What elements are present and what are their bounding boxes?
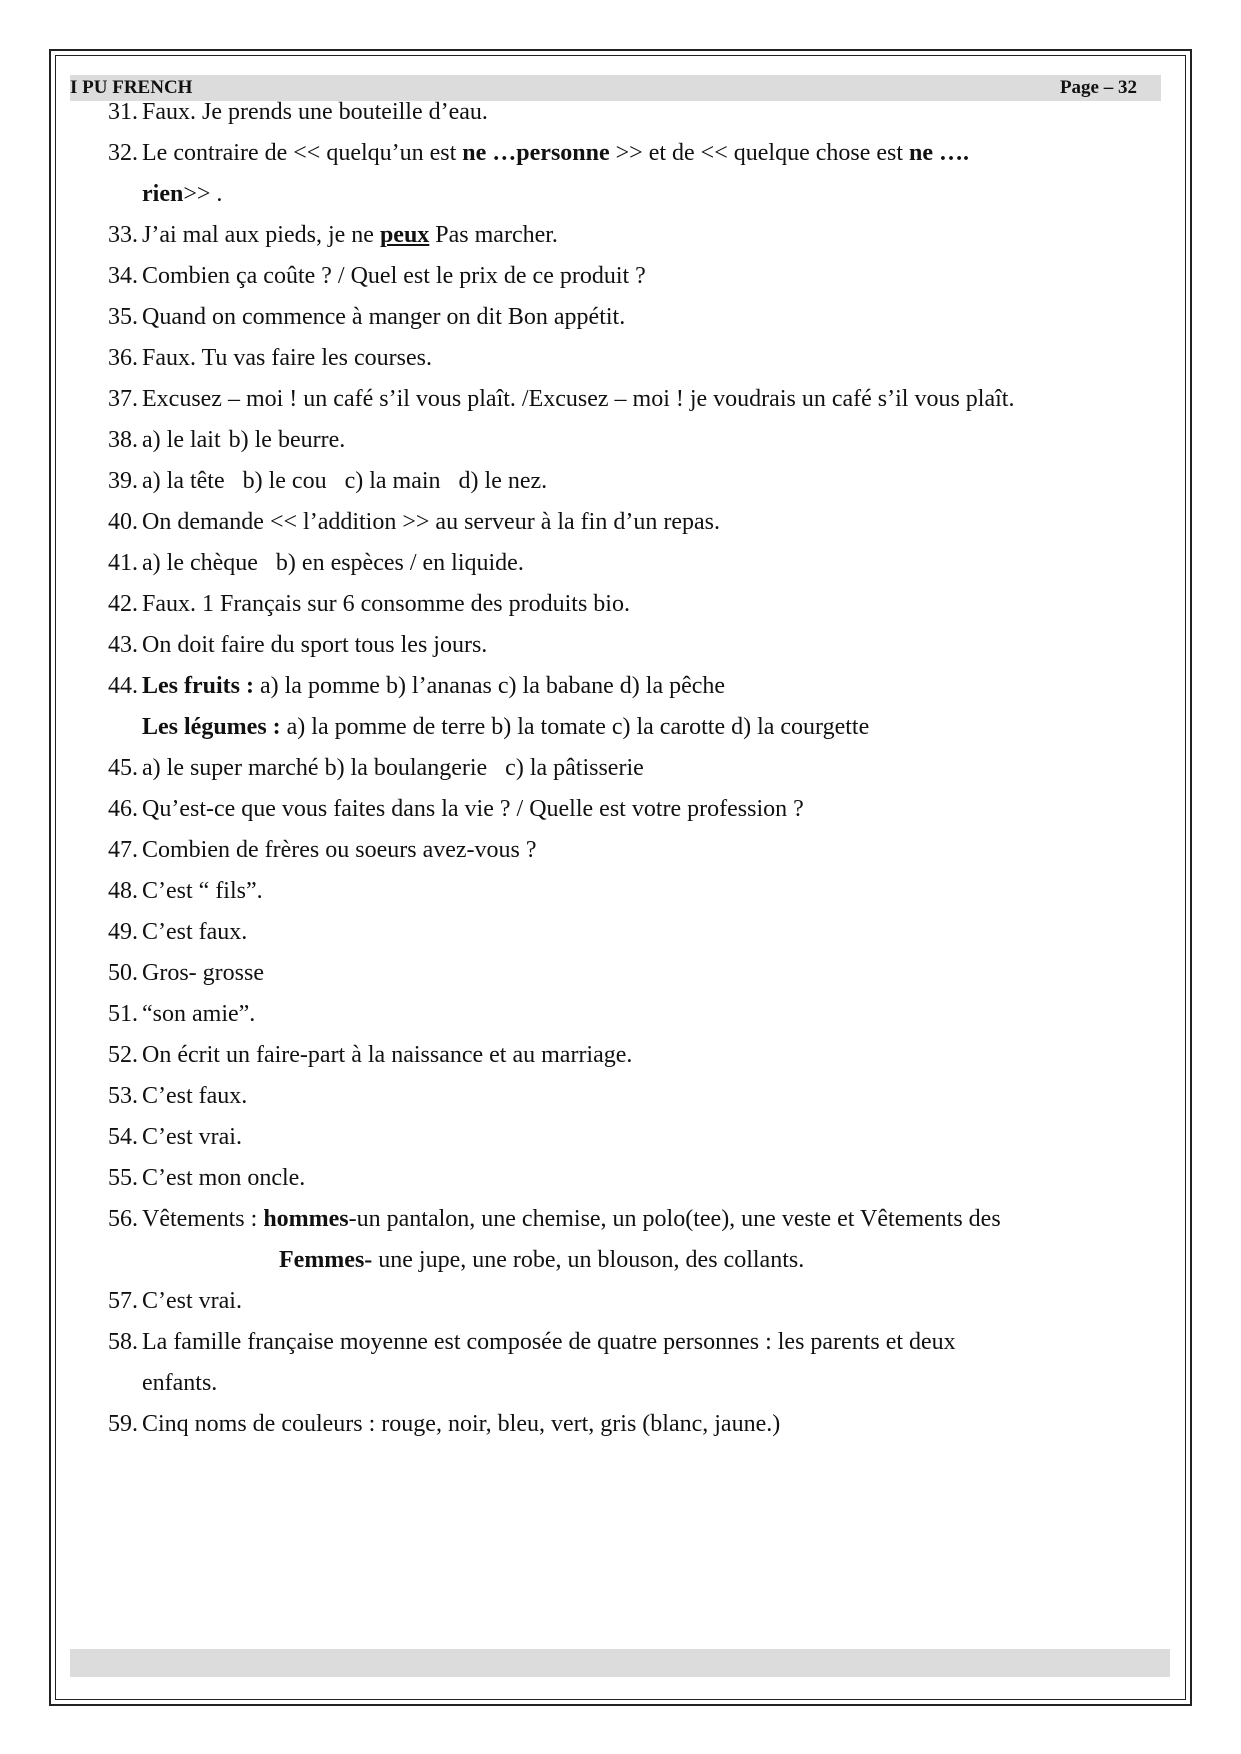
page-footer (70, 1649, 1170, 1677)
answer-item-59: 59. Cinq noms de couleurs : rouge, noir, bleu, vert, gris (blanc, jaune.) (108, 1411, 781, 1437)
header-page-number: Page – 32 (1059, 77, 1137, 98)
answer-item-44-continuation: Les légumes : a) la pomme de terre b) la tomate c) la carotte d) la courgette (142, 714, 870, 740)
answer-item-57: 57. C’est vrai. (108, 1288, 242, 1314)
answer-item-52: 52. On écrit un faire-part à la naissance et au marriage. (108, 1042, 633, 1068)
answer-item-32-continuation: rien>> . (142, 181, 223, 207)
answer-item-44: 44. Les fruits : a) la pomme b) l’ananas c) la babane d) la pêche (108, 673, 726, 699)
answer-item-43: 43. On doit faire du sport tous les jours. (108, 632, 488, 658)
header-course-title: I PU FRENCH (70, 77, 193, 98)
answer-item-37: 37. Excusez – moi ! un café s’il vous plaît. /Excusez – moi ! je voudrais un café s’il vous plaît. (108, 386, 1015, 412)
answer-item-56: 56. Vêtements : hommes-un pantalon, une chemise, un polo(tee), une veste et Vêtements des (108, 1206, 1001, 1232)
answer-item-45: 45. a) le super marché b) la boulangerie c) la pâtisserie (108, 755, 644, 781)
answer-item-36: 36. Faux. Tu vas faire les courses. (108, 345, 432, 371)
answer-item-42: 42. Faux. 1 Français sur 6 consomme des produits bio. (108, 591, 630, 617)
answer-item-55: 55. C’est mon oncle. (108, 1165, 306, 1191)
answer-item-33: 33. J’ai mal aux pieds, je ne peux Pas marcher. (108, 222, 558, 248)
answer-item-49: 49. C’est faux. (108, 919, 248, 945)
answer-item-53: 53. C’est faux. (108, 1083, 248, 1109)
answer-item-56-continuation: Femmes- une jupe, une robe, un blouson, des collants. (279, 1247, 805, 1273)
answer-item-41: 41. a) le chèque b) en espèces / en liquide. (108, 550, 524, 576)
answer-item-51: 51. “son amie”. (108, 1001, 256, 1027)
answer-item-40: 40. On demande << l’addition >> au serveur à la fin d’un repas. (108, 509, 720, 535)
answer-item-50: 50. Gros- grosse (108, 960, 264, 986)
answer-item-32: 32. Le contraire de << quelqu’un est ne …personne >> et de << quelque chose est ne …. (108, 140, 970, 166)
answer-item-58: 58. La famille française moyenne est composée de quatre personnes : les parents et deux (108, 1329, 956, 1355)
answer-item-54: 54. C’est vrai. (108, 1124, 242, 1150)
answer-item-35: 35. Quand on commence à manger on dit Bon appétit. (108, 304, 626, 330)
answer-item-48: 48. C’est “ fils”. (108, 878, 263, 904)
answer-item-34: 34. Combien ça coûte ? / Quel est le prix de ce produit ? (108, 263, 646, 289)
answer-item-31: 31. Faux. Je prends une bouteille d’eau. (108, 99, 488, 125)
answer-item-47: 47. Combien de frères ou soeurs avez-vous ? (108, 837, 537, 863)
answer-item-38: 38. a) le lait b) le beurre. (108, 427, 346, 453)
answer-item-46: 46. Qu’est-ce que vous faites dans la vie ? / Quelle est votre profession ? (108, 796, 804, 822)
answer-item-39: 39. a) la tête b) le cou c) la main d) le nez. (108, 468, 548, 494)
answer-item-58-continuation: enfants. (142, 1370, 218, 1396)
